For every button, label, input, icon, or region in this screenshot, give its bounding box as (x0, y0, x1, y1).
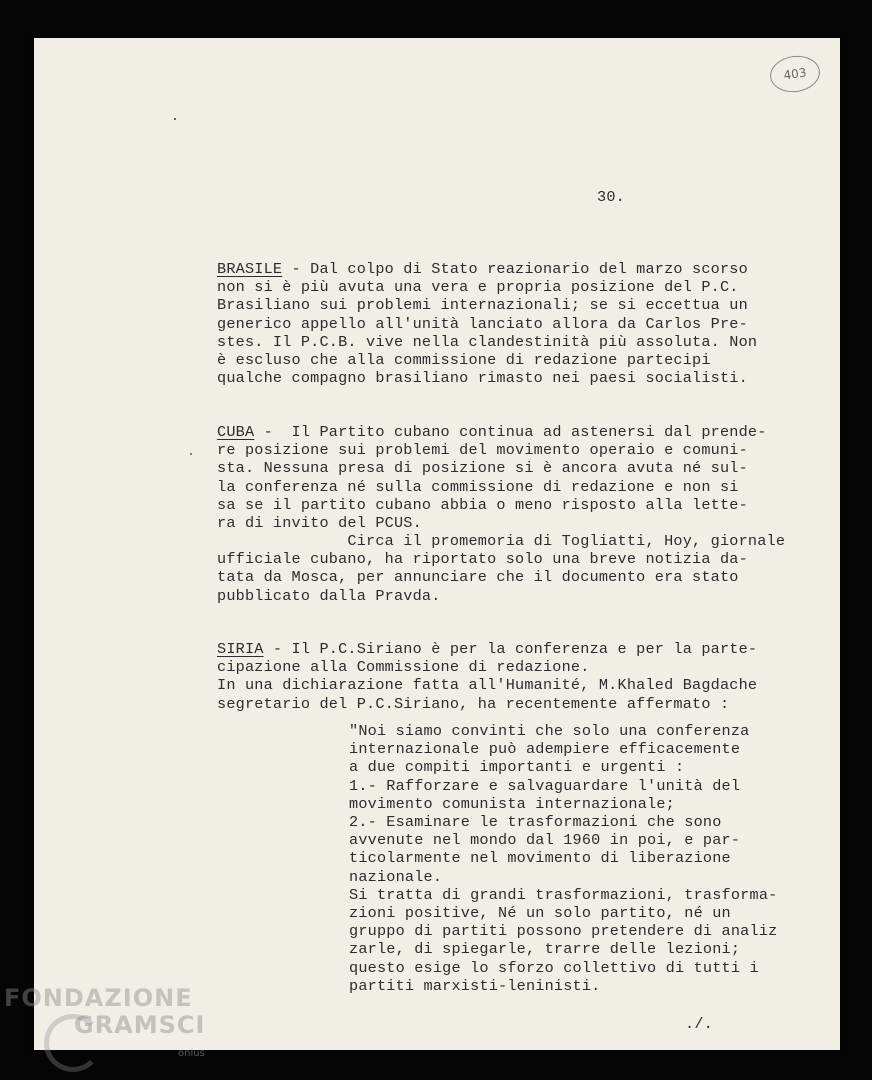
section-cuba-paragraph-2: Circa il promemoria di Togliatti, Hoy, giornale ufficiale cubano, ha riportato solo una breve notizia da- tata da Mosca, per annunciare che il documento era stato pubblicato dalla Pravda. (217, 532, 786, 605)
section-body: cipazione alla Commissione di redazione. In una dichiarazione fatta all'Humanité, M.Khaled Bagdache segretario del P.C.Siriano, ha recentemente affermato : (217, 658, 758, 713)
section-heading-cuba: CUBA (217, 423, 255, 441)
page-number: 30. (597, 188, 625, 206)
section-body: re posizione sui problemi del movimento operaio e comuni- sta. Nessuna presa di posizione si è ancora avuta né sul- la conferenza né sulla commissione di redazione e non si sa se il partito cubano abbia o meno risposto alla lette- ra di invito del PCUS. (217, 441, 748, 533)
section-text: - Il Partito cubano continua ad astenersi dal prende- (254, 423, 767, 441)
fondazione-gramsci-watermark (4, 984, 206, 1059)
section-cuba (217, 423, 767, 532)
section-heading-brasile: BRASILE (217, 260, 283, 278)
section-text: - Il P.C.Siriano è per la conferenza e per la parte- (263, 640, 758, 658)
stamp-number: 403 (782, 65, 808, 83)
watermark-line-3: onlus (178, 1048, 205, 1059)
document-page (34, 38, 840, 1050)
paper-speck (174, 118, 176, 120)
watermark-line-1: FONDAZIONE (4, 984, 193, 1012)
section-body: non si è più avuta una vera e propria posizione del P.C. Brasiliano sui problemi internazionali; se si eccettua un generico appello all'unità lanciato allora da Carlos Pre- stes. Il P.C.B. vive nella clandestinità più assoluta. Non è escluso che alla commissione di redazione partecipi qualche compagno brasiliano rimasto nei paesi socialisti. (217, 278, 758, 388)
archive-number-stamp (768, 53, 823, 96)
g-logo-icon (44, 1014, 102, 1072)
section-heading-siria: SIRIA (217, 640, 264, 658)
watermark-line-2: GRAMSCI (74, 1011, 206, 1039)
quotation-block: "Noi siamo convinti che solo una conferenza internazionale può adempiere efficacemente a due compiti importanti e urgenti : 1.- Rafforzare e salvaguardare l'unità del movimento comunista internazionale; 2.- Esaminare le trasformazioni che sono avvenute nel mondo dal 1960 in poi, e par- ticolarmente nel movimento di liberazione nazionale. Si tratta di grandi trasformazioni, trasforma- zioni positive, Né un solo partito, né un gruppo di partiti possono pretendere di analiz zarle, di spiegarle, trarre delle lezioni; questo esige lo sforzo collettivo di tutti i partiti marxisti-leninisti. (349, 722, 778, 995)
section-siria (217, 640, 757, 713)
section-brasile (217, 260, 757, 387)
section-text: - Dal colpo di Stato reazionario del marzo scorso (282, 260, 748, 278)
continuation-mark: ./. (685, 1015, 713, 1033)
paper-speck (190, 453, 192, 455)
